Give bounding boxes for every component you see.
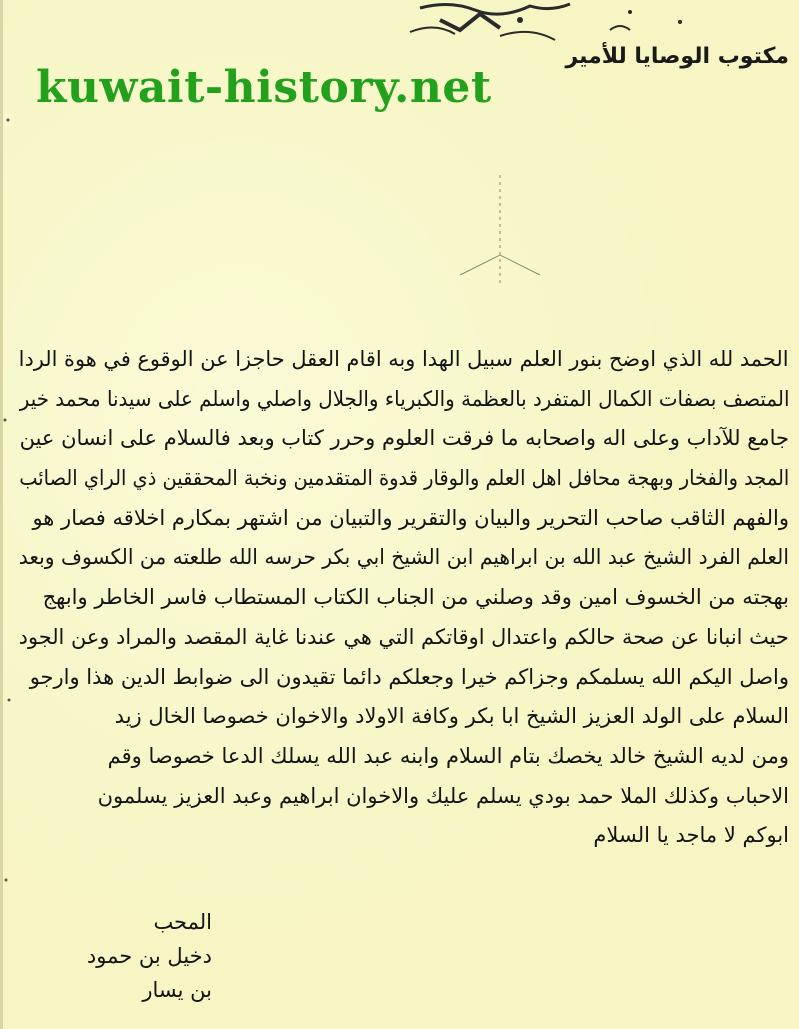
signature-label: المحب (153, 910, 212, 934)
header-title: مكتوب الوصايا للأمير (565, 44, 789, 69)
letter-line-4: المجد والفخار وبهجة محافل اهل العلم والوقار قدوة المتقدمين ونخبة المحققين ذي الراي الصائب (18, 466, 789, 491)
letter-line-6: العلم الفرد الشيخ عبد الله بن ابراهيم ابن الشيخ ابي بكر حرسه الله طلعته من الكسوف وبعد (18, 545, 789, 570)
signature-block (72, 905, 212, 1007)
signature-name-line-2: بن يسار (142, 978, 212, 1002)
letter-line-5: والفهم الثاقب صاحب التحرير والبيان والتقرير والتبيان من اشتهر بمكارم اخلاقه فصار هو (32, 505, 789, 530)
letter-line-8: حيث انبانا عن صحة حالكم واعتدال اوقاتكم التي هي عندنا غاية المقصد والمراد وعن الجود (18, 624, 789, 649)
center-fold-mark (440, 175, 560, 295)
letter-line-9: واصل اليكم الله يسلمكم وجزاكم خيرا وجعلكم دائما تقيدون الى ضوابط الدين هذا وارجو (29, 664, 789, 689)
letter-line-13: ابوكم لا ماجد يا السلام (593, 823, 789, 848)
watermark: kuwait-history.net (36, 62, 492, 113)
signature-name-line-1: دخيل بن حمود (86, 944, 212, 968)
letter-line-2: المتصف بصفات الكمال المتفرد بالعظمة والكبرياء والجلال واصلي واسلم على سيدنا محمد خير (19, 386, 789, 411)
letter-line-11: ومن لديه الشيخ خالد يخصك بتام السلام وابنه عبد الله يسلك الدعا خصوصا وقم (107, 743, 789, 768)
letter-line-12: الاحباب وكذلك الملا حمد بودي يسلم عليك والاخوان ابراهيم وعبد العزيز يسلمون (97, 783, 789, 808)
letter-line-10: السلام على الولد العزيز الشيخ ابا بكر وكافة الاولاد والاخوان خصوصا الخال زيد (114, 704, 789, 729)
letter-line-7: بهجته من الخسوف امين وقد وصلني من الجناب الكتاب المستطاب فاسر الخاطر وابهج (42, 585, 789, 610)
letter-line-3: جامع للآداب وعلى اله واصحابه ما فرقت العلوم وحرر كتاب وبعد فالسلام على انسان عين (19, 426, 789, 451)
letter-line-1: الحمد لله الذي اوضح بنور العلم سبيل الهدا وبه اقام العقل حاجزا عن الوقوع في هوة الردا (19, 347, 789, 371)
letter-body (14, 340, 789, 856)
